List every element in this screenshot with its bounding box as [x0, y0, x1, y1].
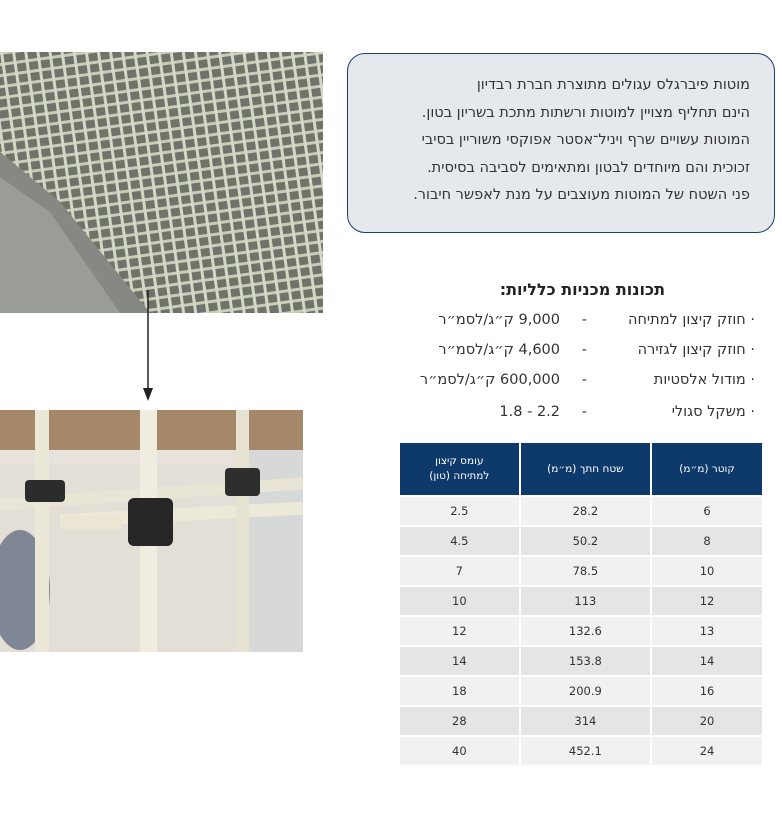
cell-tensile-load: 2.5 — [398, 495, 519, 525]
cell-cross-section: 113 — [519, 585, 650, 615]
property-name: · חוזק קיצון למתיחה — [627, 312, 755, 328]
property-name: · מודול אלסטיות — [653, 372, 755, 388]
table-row — [398, 675, 762, 705]
property-name: · משקל סגולי — [671, 404, 755, 420]
table-row — [398, 615, 762, 645]
property-name: · חוזק קיצון לגזירה — [637, 342, 755, 358]
cell-diameter: 6 — [650, 495, 762, 525]
cell-tensile-load: 14 — [398, 645, 519, 675]
cell-diameter: 13 — [650, 615, 762, 645]
header-diameter: קוטר (מ״מ) — [650, 443, 762, 495]
table-row — [398, 645, 762, 675]
cell-cross-section: 314 — [519, 705, 650, 735]
table-row — [398, 555, 762, 585]
cell-diameter: 8 — [650, 525, 762, 555]
description-line: פני השטח של המוטות מעוצבים על מנת לאפשר חיבור. — [413, 187, 750, 203]
property-row — [380, 342, 755, 364]
table-row — [398, 705, 762, 735]
property-row — [380, 372, 755, 394]
cell-cross-section: 452.1 — [519, 735, 650, 765]
property-dash: - — [581, 342, 587, 358]
property-row — [380, 312, 755, 334]
down-arrow-icon — [138, 290, 158, 402]
cell-tensile-load: 12 — [398, 615, 519, 645]
properties-title: תכונות מכניות כלליות: — [499, 280, 665, 299]
table-row — [398, 495, 762, 525]
cell-diameter: 24 — [650, 735, 762, 765]
property-row — [380, 404, 755, 426]
cell-cross-section: 200.9 — [519, 675, 650, 705]
table-header-row — [398, 443, 762, 495]
cell-tensile-load: 7 — [398, 555, 519, 585]
description-line: המוטות עשויים שרף ויניל־אסטר אפוקסי משוריין בסיבי — [421, 132, 750, 148]
cell-diameter: 10 — [650, 555, 762, 585]
cell-cross-section: 132.6 — [519, 615, 650, 645]
cell-diameter: 16 — [650, 675, 762, 705]
property-dash: - — [581, 312, 587, 328]
cell-tensile-load: 40 — [398, 735, 519, 765]
property-dash: - — [581, 372, 587, 388]
header-tensile-load: עומס קיצון למתיחה (טון) — [398, 443, 519, 495]
property-value: 9,000 ק״ג/לסמ״ר — [438, 312, 560, 328]
fiberglass-mesh-photo — [0, 52, 323, 313]
property-dash: - — [581, 404, 587, 420]
cell-cross-section: 28.2 — [519, 495, 650, 525]
property-value: 2.2 - 1.8 — [499, 404, 560, 420]
table-row — [398, 525, 762, 555]
cell-diameter: 12 — [650, 585, 762, 615]
header-cross-section: שטח חתך (מ״מ) — [519, 443, 650, 495]
cell-cross-section: 78.5 — [519, 555, 650, 585]
table-row — [398, 735, 762, 765]
description-box — [347, 53, 775, 233]
cell-diameter: 14 — [650, 645, 762, 675]
cell-tensile-load: 18 — [398, 675, 519, 705]
rebar-spacer-photo — [0, 410, 303, 652]
cell-tensile-load: 28 — [398, 705, 519, 735]
description-line: הינם תחליף מצויין למוטות ורשתות מתכת בשריון בטון. — [421, 104, 750, 121]
cell-diameter: 20 — [650, 705, 762, 735]
cell-tensile-load: 10 — [398, 585, 519, 615]
cell-tensile-load: 4.5 — [398, 525, 519, 555]
property-value: 4,600 ק״ג/לסמ״ר — [438, 342, 560, 358]
cell-cross-section: 153.8 — [519, 645, 650, 675]
cell-cross-section: 50.2 — [519, 525, 650, 555]
table-row — [398, 585, 762, 615]
description-line: מוטות פיברגלס עגולים מתוצרת חברת רבדיון — [476, 77, 750, 93]
description-line: זכוכית והם מיוחדים לבטון ומתאימים לסביבה בסיסית. — [427, 159, 750, 176]
property-value: 600,000 ק״ג/לסמ״ר — [419, 372, 560, 388]
rebar-spec-table — [398, 443, 762, 765]
